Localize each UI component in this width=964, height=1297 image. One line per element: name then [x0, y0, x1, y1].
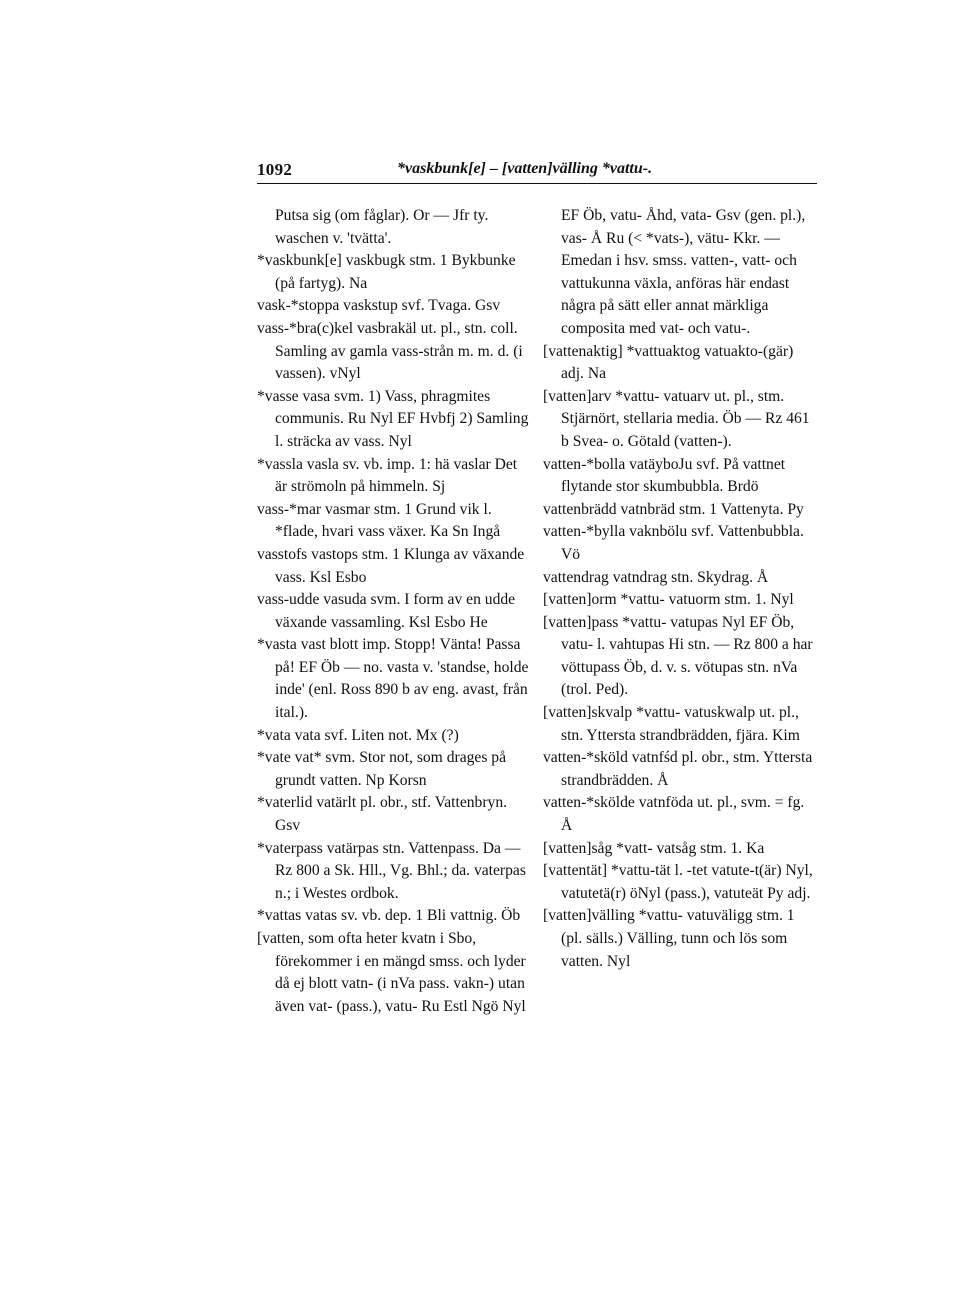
dictionary-entry: [vatten]orm *vattu- vatuorm stm. 1. Nyl [543, 591, 794, 609]
dictionary-entry: [vattentät] *vattu-tät l. -tet vatute-t(är) Nyl, vatutetä(r) öNyl (pass.), vatuteät Py adj. [543, 862, 813, 902]
dictionary-entry: vask-*stoppa vaskstup svf. Tvaga. Gsv [257, 297, 501, 315]
header-rule [257, 183, 817, 184]
dictionary-entry: *vassla vasla sv. vb. imp. 1: hä vaslar Det är strömoln på himmeln. Sj [257, 455, 518, 496]
dictionary-entry: [vatten]välling *vattu- vatuväligg stm. 1 (pl. sälls.) Välling, tunn och lös som vatten. Nyl [543, 907, 795, 970]
dictionary-entry: [vatten, som ofta heter kvatn i Sbo, förekommer i en mängd smss. och lyder då ej blott vatn- (i nVa pass. vakn-) utan även vat- (pass.), vatu- Ru Estl Ngö Nyl [257, 930, 526, 1015]
dictionary-entry: vatten-*bylla vaknbölu svf. Vattenbubbla. Vö [543, 523, 804, 563]
dictionary-entry: vattendrag vatndrag stn. Skydrag. Å [543, 568, 769, 586]
dictionary-entry: *vattas vatas sv. vb. dep. 1 Bli vattnig. Öb [257, 907, 521, 925]
dictionary-entry: [vatten]pass *vattu- vatupas Nyl EF Öb, vatu- l. vahtupas Hi stn. — Rz 800 a har vöttupass Öb, d. v. s. vötupas stn. nVa (trol. Ped). [543, 613, 813, 699]
dictionary-entry: *vaterlid vatärlt pl. obr., stf. Vattenbryn. Gsv [257, 794, 508, 835]
dictionary-entry: [vattenaktig] *vattuaktog vatuakto-(gär) adj. Na [543, 342, 794, 383]
dictionary-entry: *vate vat* svm. Stor not, som drages på grundt vatten. Np Korsn [257, 749, 507, 789]
dictionary-entry: vass-*mar vasmar stm. 1 Grund vik l. *flade, hvari vass växer. Ka Sn Ingå [257, 500, 501, 541]
dictionary-entry: [vatten]arv *vattu- vatuarv ut. pl., stm. Stjärnört, stellaria media. Öb — Rz 461 b Svea- o. Götald (vatten-). [543, 387, 810, 450]
dictionary-entry: vass-*bra(c)kel vasbrakäl ut. pl., stn. coll. Samling av gamla vass-strån m. m. d. (i vassen). vNyl [257, 319, 523, 383]
page-header [257, 160, 817, 184]
dictionary-entry: vatten-*skölde vatnföda ut. pl., svm. = fg. Å [543, 794, 805, 835]
dictionary-entry: vatten-*bolla vatäyboJu svf. På vattnet flytande stor skumbubbla. Brdö [543, 455, 786, 496]
page-number: 1092 [257, 160, 293, 179]
dictionary-entry: vasstofs vastops stm. 1 Klunga av växande vass. Ksl Esbo [257, 545, 525, 586]
right-column [543, 205, 818, 973]
dictionary-entry: EF Öb, vatu- Åhd, vata- Gsv (gen. pl.), vas- Å Ru (< *vats-), vätu- Kkr. — Emedan i hsv. smss. vatten-, vatt- och vattukunna växla, anföras här endast några på sätt eller annat märkliga composita med vat- och vatu-. [561, 207, 806, 337]
dictionary-entry: [vatten]såg *vatt- vatsåg stm. 1. Ka [543, 839, 765, 857]
dictionary-entry: *vata vata svf. Liten not. Mx (?) [257, 726, 459, 744]
dictionary-entry: *vaskbunk[e] vaskbugk stm. 1 Bykbunke (på fartyg). Na [257, 252, 516, 292]
dictionary-entry: Putsa sig (om fåglar). Or — Jfr ty. waschen v. 'tvätta'. [275, 207, 489, 247]
dictionary-entry: *vasse vasa svm. 1) Vass, phragmites communis. Ru Nyl EF Hvbfj 2) Samling l. sträcka av vass. Nyl [257, 387, 529, 450]
dictionary-entry: [vatten]skvalp *vattu- vatuskwalp ut. pl., stn. Yttersta strandbrädden, fjära. Kim [543, 704, 800, 744]
dictionary-entry: *vaterpass vatärpas stn. Vattenpass. Da — Rz 800 a Sk. Hll., Vg. Bhl.; da. vaterpas n.; i Westes ordbok. [257, 839, 526, 902]
dictionary-entry: vass-udde vasuda svm. I form av en udde växande vassamling. Ksl Esbo He [257, 591, 516, 631]
dictionary-entry: *vasta vast blott imp. Stopp! Vänta! Passa på! EF Öb — no. vasta v. 'standse, holde inde' (enl. Ross 890 b av eng. avast, från ital.). [257, 636, 529, 722]
running-head: *vaskbunk[e] – [vatten]välling *vattu-. [397, 160, 653, 177]
left-column [257, 205, 529, 1018]
dictionary-entry: vattenbrädd vatnbräd stm. 1 Vattenyta. Py [543, 500, 804, 518]
dictionary-entry: vatten-*sköld vatnfśd pl. obr., stm. Yttersta strandbrädden. Å [543, 749, 813, 789]
